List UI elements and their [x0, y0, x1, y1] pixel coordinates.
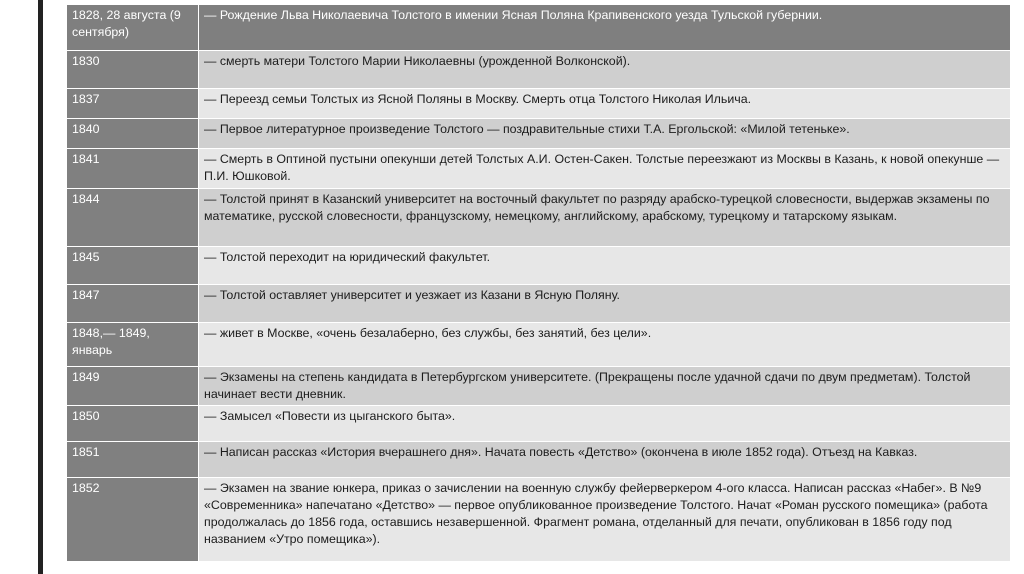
date-cell: 1841 — [67, 149, 199, 189]
date-cell: 1850 — [67, 406, 199, 442]
event-cell: — Переезд семьи Толстых из Ясной Поляны в Москву. Смерть отца Толстого Николая Ильича. — [199, 89, 1011, 119]
table-row — [67, 367, 1011, 406]
event-cell: — Замысел «Повести из цыганского быта». — [199, 406, 1011, 442]
table-row — [67, 478, 1011, 562]
date-cell: 1830 — [67, 51, 199, 89]
event-cell: — Толстой принят в Казанский университет на восточный факультет по разряду арабско-турецкой словесности, выдержав экзамены по математике, русской словесности, французскому, немецкому, английскому, арабскому, турецкому и татарскому языкам. — [199, 189, 1011, 247]
table-row — [67, 189, 1011, 247]
event-cell: — Толстой оставляет университет и уезжает из Казани в Ясную Поляну. — [199, 285, 1011, 323]
date-cell: 1840 — [67, 119, 199, 149]
table-row — [67, 89, 1011, 119]
table-row — [67, 323, 1011, 367]
date-cell: 1851 — [67, 442, 199, 478]
table-row — [67, 285, 1011, 323]
event-cell: — смерть матери Толстого Марии Николаевны (урожденной Волконской). — [199, 51, 1011, 89]
event-cell: — Рождение Льва Николаевича Толстого в имении Ясная Поляна Крапивенского уезда Тульской губернии. — [199, 5, 1011, 51]
table-row — [67, 406, 1011, 442]
chronology-table — [66, 4, 1011, 562]
left-accent-bar — [38, 0, 43, 574]
date-cell: 1828, 28 августа (9 сентября) — [67, 5, 199, 51]
date-cell: 1837 — [67, 89, 199, 119]
event-cell: — Толстой переходит на юридический факультет. — [199, 247, 1011, 285]
event-cell: — Смерть в Оптиной пустыни опекунши детей Толстых А.И. Остен-Сакен. Толстые переезжают из Москвы в Казань, к новой опекунше — П.И. Юшковой. — [199, 149, 1011, 189]
event-cell: — Первое литературное произведение Толстого — поздравительные стихи Т.А. Ергольской: «Милой тетеньке». — [199, 119, 1011, 149]
date-cell: 1845 — [67, 247, 199, 285]
date-cell: 1849 — [67, 367, 199, 406]
date-cell: 1844 — [67, 189, 199, 247]
table-row — [67, 51, 1011, 89]
event-cell: — Написан рассказ «История вчерашнего дня». Начата повесть «Детство» (окончена в июле 1852 года). Отъезд на Кавказ. — [199, 442, 1011, 478]
event-cell: — Экзамен на звание юнкера, приказ о зачислении на военную службу фейерверкером 4-ого класса. Написан рассказ «Набег». В №9 «Современника» напечатано «Детство» — первое опубликованное произведение Толстого. Начат «Роман русского помещика» (работа продолжалась до 1856 года, оставшись незавершенной. Фрагмент романа, отделанный для печати, опубликован в 1856 году под названием «Утро помещика»). — [199, 478, 1011, 562]
event-cell: — живет в Москве, «очень безалаберно, без службы, без занятий, без цели». — [199, 323, 1011, 367]
table-row — [67, 119, 1011, 149]
date-cell: 1848,— 1849, январь — [67, 323, 199, 367]
date-cell: 1847 — [67, 285, 199, 323]
table-row — [67, 149, 1011, 189]
table-row — [67, 442, 1011, 478]
event-cell: — Экзамены на степень кандидата в Петербургском университете. (Прекращены после удачной сдачи по двум предметам). Толстой начинает вести дневник. — [199, 367, 1011, 406]
table-row — [67, 247, 1011, 285]
date-cell: 1852 — [67, 478, 199, 562]
table-row — [67, 5, 1011, 51]
